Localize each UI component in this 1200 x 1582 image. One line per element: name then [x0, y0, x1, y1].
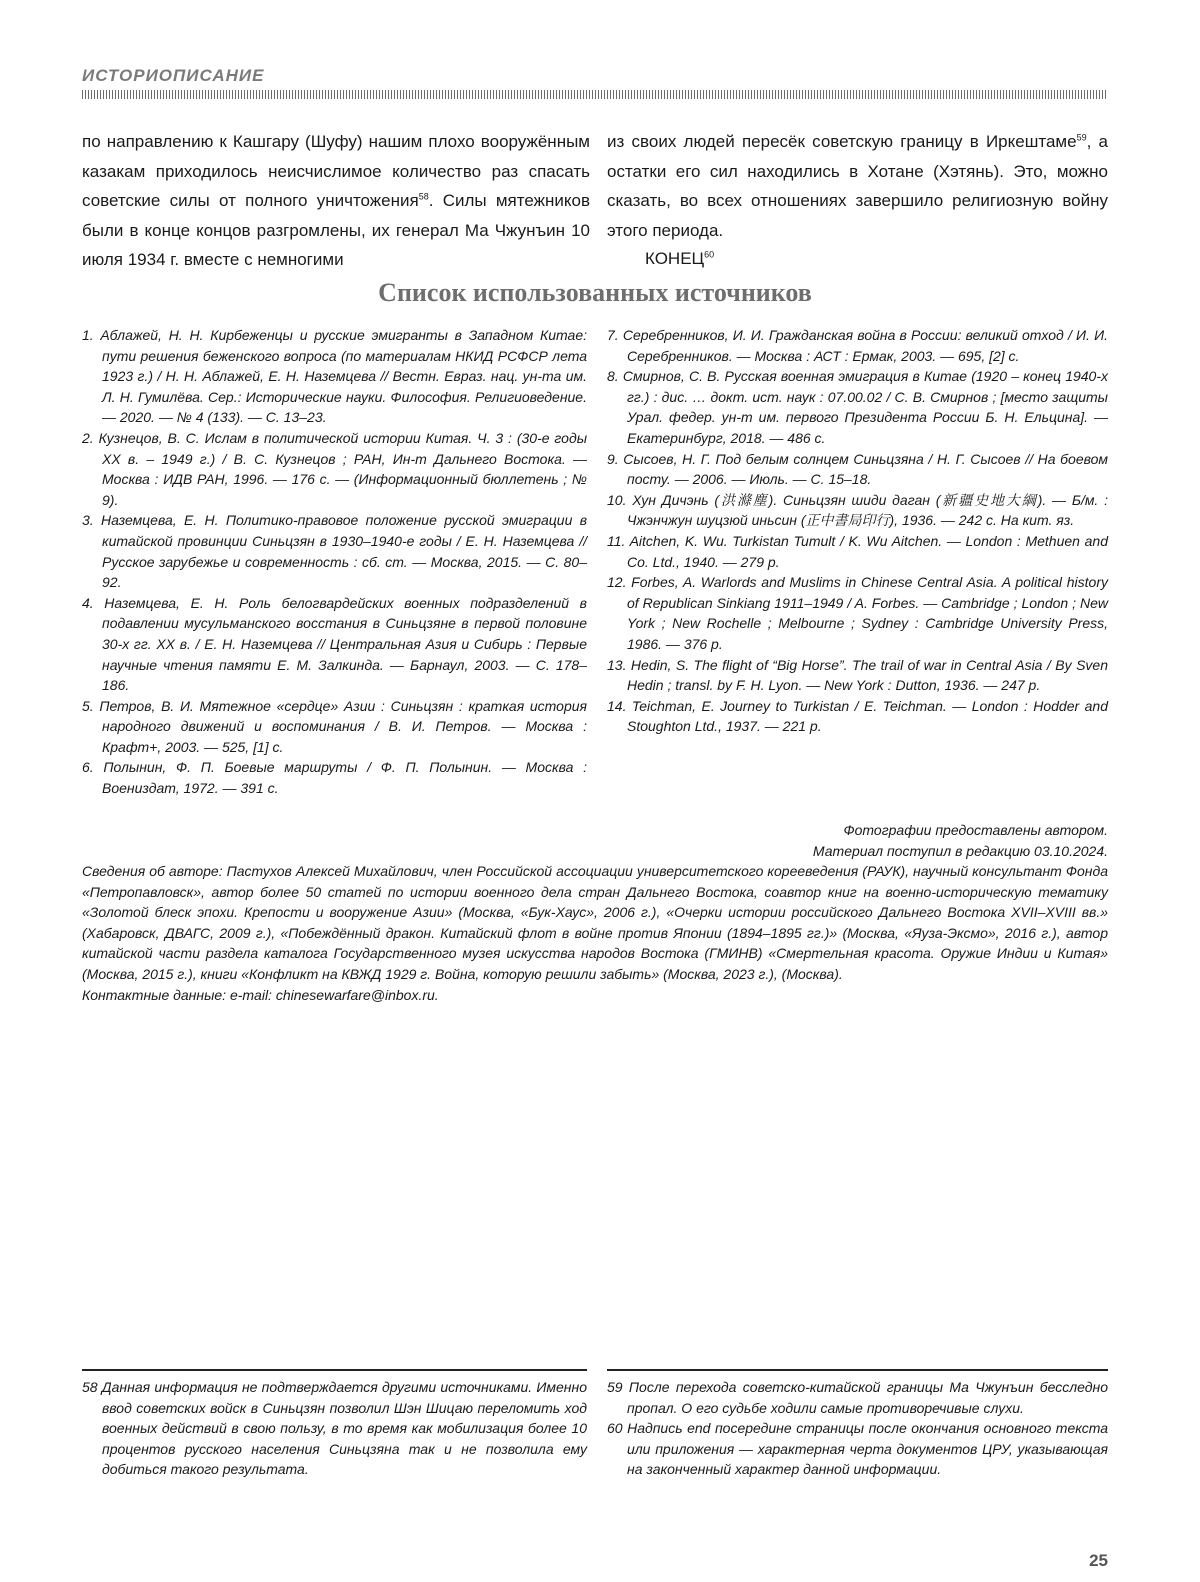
- body-text-span: по направлению к Кашгару (Шуфу) нашим плохо вооружённым казакам приходилось неисчислимое количество раз спасать советские силы от полного уничтожения: [82, 132, 590, 210]
- body-text-span: из своих людей пересёк советскую границу в Иркештаме: [607, 132, 1077, 151]
- footnote-60: 60 Надпись end посередине страницы после окончания основного текста или приложения — характерная черта документов ЦРУ, указывающая на законченный характер данной информации.: [607, 1420, 1108, 1478]
- footnote-ref-58[interactable]: 58: [418, 191, 429, 202]
- reference-item: 1. Аблажей, Н. Н. Кирбеженцы и русские эмигранты в Западном Китае: пути решения беженского вопроса (по материалам НКИД РСФСР лета 1923 г.) / Н. Н. Аблажей, Е. Н. Наземцева // Вестн. Евраз. нац. ун-та им. Л. Н. Гумилёва. Сер.: Исторические науки. Философия. Религиоведение. — 2020. — № 4 (133). — С. 13–23.: [82, 327, 587, 426]
- footnote-ref-60[interactable]: 60: [704, 249, 715, 260]
- body-paragraph-right: [607, 127, 1108, 245]
- reference-item: 6. Полынин, Ф. П. Боевые маршруты / Ф. П. Полынин. — Москва : Воениздат, 1972. — 391 с.: [82, 759, 587, 797]
- references-column-right: [607, 325, 1108, 737]
- section-label: ИСТОРИОПИСАНИЕ: [82, 66, 265, 85]
- reference-item: 9. Сысоев, Н. Г. Под белым солнцем Синьцзяна / Н. Г. Сысоев // На боевом посту. — 2006. — Июль. — С. 15–18.: [607, 450, 1108, 488]
- references-list-left: [82, 325, 587, 799]
- end-word: КОНЕЦ: [645, 249, 705, 268]
- body-text-span: , а остатки его сил находились в Хотане (Хэтянь). Это, можно сказать, во всех отношениях завершило религиозную войну этого периода.: [607, 132, 1108, 240]
- footnotes-left: [82, 1377, 587, 1480]
- credits: [813, 820, 1108, 861]
- footnotes-right: [607, 1377, 1108, 1480]
- author-info: [82, 861, 1108, 1005]
- reference-item: 4. Наземцева, Е. Н. Роль белогвардейских военных подразделений в подавлении мусульманского восстания в Синьцзяне в первой половине 30-х гг. XX в. / Е. Н. Наземцева // Центральная Азия и Сибирь : Первые научные чтения памяти Е. М. Залкинда. — Барнаул, 2003. — С. 178–186.: [82, 594, 587, 694]
- header-hatch-rule: [82, 90, 1108, 99]
- page-number: 25: [1089, 1551, 1108, 1570]
- reference-item: 10. Хун Дичэнь (洪滌塵). Синьцзян шиди даган (新疆史地大綱). — Б/м. : Чжэнчжун шуцзюй иньсин (正中書局印行), 1936. — 242 с. На кит. яз.: [607, 491, 1108, 529]
- reference-item: 2. Кузнецов, В. С. Ислам в политической истории Китая. Ч. 3 : (30-е годы XX в. – 1949 г.) / В. С. Кузнецов ; РАН, Ин-т Дальнего Востока. — Москва : ИДВ РАН, 1996. — 176 с. — (Информационный бюллетень ; № 9).: [82, 429, 587, 508]
- reference-item: 13. Hedin, S. The flight of “Big Horse”. The trail of war in Central Asia / By Sven Hedin ; transl. by F. H. Lyon. — New York : Dutton, 1936. — 247 p.: [607, 656, 1108, 694]
- body-column-left: [82, 127, 590, 275]
- references-title: Список использованных источников: [378, 278, 812, 307]
- end-mark: [607, 245, 1108, 272]
- references-column-left: [82, 325, 587, 799]
- reference-item: 12. Forbes, A. Warlords and Muslims in Chinese Central Asia. A political history of Republican Sinkiang 1911–1949 / A. Forbes. — Cambridge ; London ; New York ; New Rochelle ; Melbourne ; Sydney : Cambridge University Press, 1986. — 376 p.: [607, 574, 1108, 652]
- references-list-right: [607, 325, 1108, 737]
- body-paragraph-left: [82, 127, 590, 275]
- author-bio: Сведения об авторе: Пастухов Алексей Михайлович, член Российской ассоциации университетского корееведения (РАУК), научный консультант Фонда «Петропавловск», автор более 50 статей по истории военного дела стран Дальнего Востока, соавтор книг на военно-историческую тематику «Золотой блеск эпохи. Крепости и вооружение Азии» (Москва, «Бук-Хаус», 2006 г.), «Очерки истории российского Дальнего Востока XVII–XVIII вв.» (Хабаровск, ДВАГС, 2009 г.), «Побеждённый дракон. Китайский флот в войне против Японии (1894–1895 гг.)» (Москва, «Яуза-Эксмо», 2016 г.), автор китайской части раздела каталога Государственного музея искусства народов Востока (ГМИНВ) «Смертельная красота. Оружие Индии и Китая» (Москва, 2015 г.), книги «Конфликт на КВЖД 1929 г. Война, которую решили забыть» (Москва, 2023 г.), (Москва).: [82, 863, 1108, 982]
- footnote-59: 59 После перехода советско-китайской границы Ма Чжунъин бесследно пропал. О его судьбе ходили самые противоречивые слухи.: [607, 1379, 1108, 1416]
- reference-item: 14. Teichman, E. Journey to Turkistan / E. Teichman. — London : Hodder and Stoughton Ltd., 1937. — 221 p.: [607, 697, 1108, 735]
- footnote-rule-left: [82, 1369, 587, 1371]
- reference-item: 7. Серебренников, И. И. Гражданская война в России: великий отход / И. И. Серебренников. — Москва : АСТ : Ермак, 2003. — 695, [2] с.: [607, 327, 1108, 364]
- reference-item: 11. Aitchen, K. Wu. Turkistan Tumult / K. Wu Aitchen. — London : Methuen and Co. Ltd., 1940. — 279 p.: [607, 532, 1108, 570]
- reference-item: 3. Наземцева, Е. Н. Политико-правовое положение русской эмиграции в китайской провинции Синьцзян в 1930–1940-е годы / Е. Н. Наземцева // Русское зарубежье и современность : сб. ст. — Москва, 2015. — С. 80–92.: [82, 512, 587, 591]
- reference-item: 5. Петров, В. И. Мятежное «сердце» Азии : Синьцзян : краткая история народного движений и воспоминания / В. И. Петров. — Москва : Крафт+, 2003. — 525, [1] с.: [82, 697, 587, 755]
- footnote-rule-right: [607, 1369, 1108, 1371]
- author-contact[interactable]: Контактные данные: e-mail: chinesewarfare@inbox.ru.: [82, 986, 439, 1003]
- footnote-ref-59[interactable]: 59: [1076, 132, 1087, 143]
- body-column-right: [607, 127, 1108, 272]
- photo-credit: Фотографии предоставлены автором.: [843, 822, 1108, 838]
- received-date: Материал поступил в редакцию 03.10.2024.: [812, 842, 1108, 859]
- footnote-58: 58 Данная информация не подтверждается другими источниками. Именно ввод советских войск в Синьцзян позволил Шэн Шицаю переломить ход военных действий в свою пользу, в то время как мобилизация более 10 процентов русского населения Синьцзяна так и не позволила ему добиться такого результата.: [82, 1379, 587, 1478]
- reference-item: 8. Смирнов, С. В. Русская военная эмиграция в Китае (1920 – конец 1940-х гг.) : дис. … докт. ист. наук : 07.00.02 / С. В. Смирнов ; [место защиты Урал. федер. ун-т им. первого Президента России Б. Н. Ельцина]. — Екатеринбург, 2018. — 486 с.: [607, 368, 1108, 446]
- body-text-span: . Силы мятежников были в конце концов разгромлены, их генерал Ма Чжунъин 10 июля 1934 г. вместе с немногими: [82, 191, 590, 269]
